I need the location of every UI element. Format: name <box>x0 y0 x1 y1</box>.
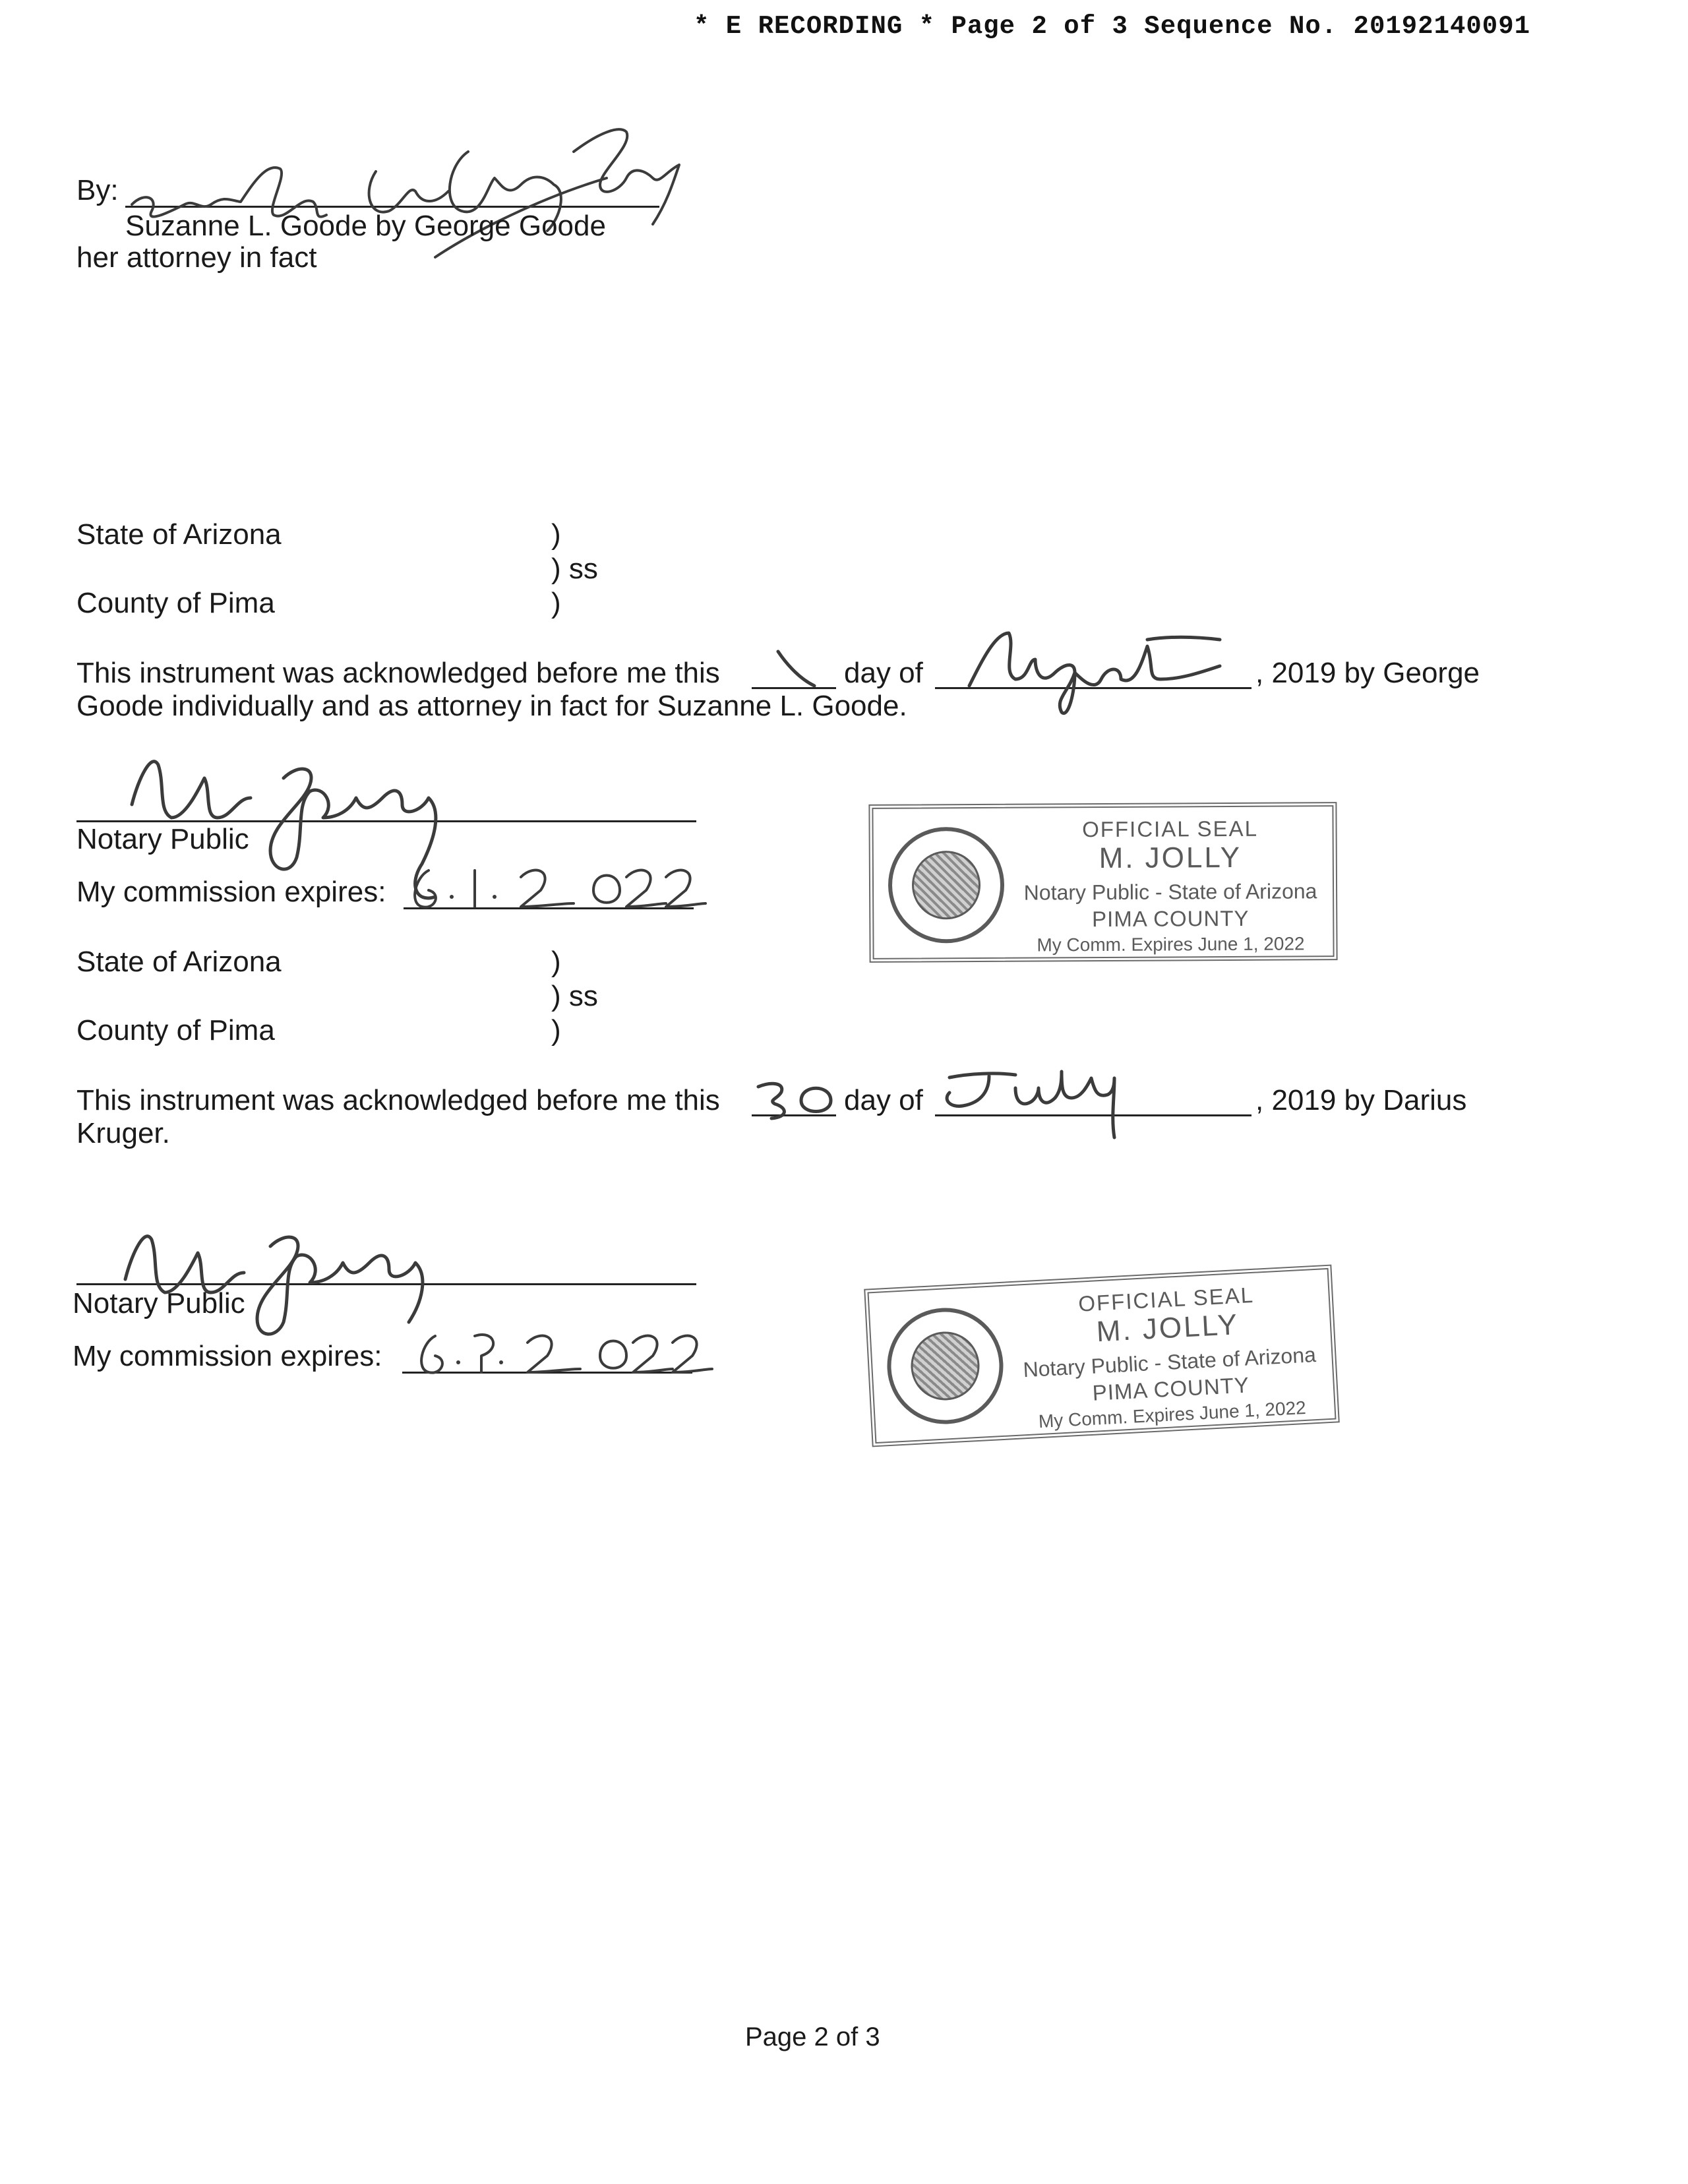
seal-notary-name: M. JOLLY <box>1095 1308 1240 1349</box>
ack1-paren-bottom: ) <box>551 587 561 619</box>
ack2-day-value: 30 <box>752 1052 784 1084</box>
ack1-ss-label: ) ss <box>551 553 598 585</box>
ack1-sentence-line2: Goode individually and as attorney in fact for Suzanne L. Goode. <box>76 690 907 722</box>
seal-notary-name: M. JOLLY <box>1099 841 1242 875</box>
ack2-commission-label: My commission expires: <box>73 1340 382 1372</box>
ack2-commission-handwritten <box>409 1290 725 1382</box>
ack1-day-handwritten <box>758 619 831 691</box>
ack2-state-label: State of Arizona <box>76 946 282 978</box>
ack2-ss-label: ) ss <box>551 980 598 1012</box>
ack1-county-label: County of Pima <box>76 587 275 619</box>
ack1-commission-value: 6.1.2022 <box>402 825 516 857</box>
ack2-sentence-line2: Kruger. <box>76 1117 170 1149</box>
ack2-notary-label: Notary Public <box>73 1287 245 1320</box>
seal-notary-state: Notary Public - State of Arizona <box>1022 1343 1317 1382</box>
signer-name: Suzanne L. Goode by George Goode <box>125 210 606 242</box>
ack1-sentence-prefix: This instrument was acknowledged before me this <box>76 657 720 689</box>
seal-expiry: My Comm. Expires June 1, 2022 <box>1038 1397 1307 1432</box>
recording-header: * E RECORDING * Page 2 of 3 Sequence No. 20192140091 <box>694 12 1530 41</box>
ack2-month-value: July <box>936 1043 988 1075</box>
ack1-month-value: August <box>963 601 1053 633</box>
ack2-month-handwritten <box>936 1043 1134 1161</box>
ack2-sentence-prefix: This instrument was acknowledged before me this <box>76 1084 720 1116</box>
notary-seal-stamp-1 <box>868 802 1337 963</box>
ack1-sentence-suffix: , 2019 by George <box>1255 657 1480 689</box>
ack2-commission-value: 6.1.2022 <box>409 1290 522 1323</box>
seal-county: PIMA COUNTY <box>1092 905 1250 932</box>
ack1-day-of-label: day of <box>844 657 923 689</box>
ack1-notary-label: Notary Public <box>76 823 249 855</box>
by-label: By: <box>76 174 119 206</box>
seal-county: PIMA COUNTY <box>1091 1372 1250 1405</box>
page-number-footer: Page 2 of 3 <box>745 2022 880 2051</box>
ack1-commission-label: My commission expires: <box>76 876 386 908</box>
ack2-day-of-label: day of <box>844 1084 923 1116</box>
state-seal-emblem <box>888 827 1005 944</box>
ack2-sentence-suffix: , 2019 by Darius <box>1255 1084 1467 1116</box>
seal-expiry: My Comm. Expires June 1, 2022 <box>1037 933 1305 956</box>
ack2-paren-top: ) <box>551 946 561 978</box>
signer-role: her attorney in fact <box>76 241 317 274</box>
ack2-county-label: County of Pima <box>76 1014 275 1046</box>
notary-seal-stamp-2 <box>864 1265 1340 1447</box>
ack1-month-handwritten <box>963 601 1240 732</box>
ack2-paren-bottom: ) <box>551 1014 561 1046</box>
seal-notary-state: Notary Public - State of Arizona <box>1023 879 1317 905</box>
ack2-notary-signature-text: M Jolly <box>112 1181 202 1213</box>
state-seal-emblem <box>884 1305 1006 1427</box>
ack1-state-label: State of Arizona <box>76 518 282 551</box>
ack1-notary-signature-text: M Jolly <box>112 713 202 745</box>
ack2-day-handwritten <box>752 1052 837 1124</box>
ack1-day-value: 1 <box>758 619 775 652</box>
ack1-paren-top: ) <box>551 518 561 551</box>
seal-title: OFFICIAL SEAL <box>1077 1282 1255 1316</box>
ack1-commission-handwritten <box>402 825 719 917</box>
seal-title: OFFICIAL SEAL <box>1082 816 1259 842</box>
